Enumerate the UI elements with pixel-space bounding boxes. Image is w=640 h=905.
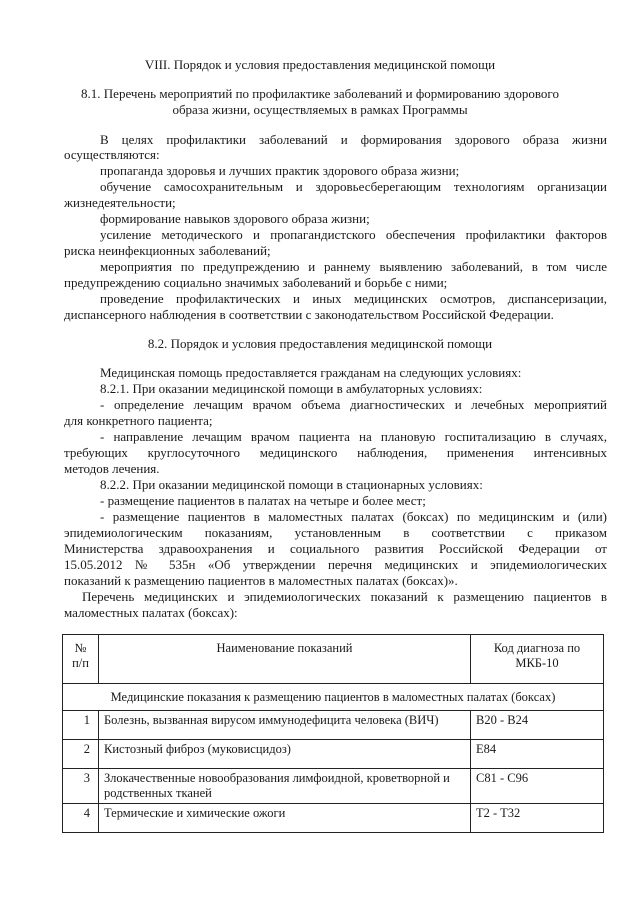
paragraph-line: для конкретного пациента; xyxy=(64,413,213,428)
group-title: Медицинские показания к размещению пациентов в маломестных палатах (боксах) xyxy=(63,684,604,711)
table-row xyxy=(63,804,604,833)
row-name: Злокачественные новообразования лимфоидной, кроветворной и родственных тканей xyxy=(99,769,471,804)
section-title: VIII. Порядок и условия предоставления медицинской помощи xyxy=(144,57,496,72)
indications-table xyxy=(62,634,604,833)
row-name: Болезнь, вызванная вирусом иммунодефицита человека (ВИЧ) xyxy=(99,711,471,740)
list-item: жизнедеятельности; xyxy=(64,195,176,210)
paragraph-line: 8.2.1. При оказании медицинской помощи в амбулаторных условиях: xyxy=(100,381,483,396)
row-code: C81 - C96 xyxy=(471,769,604,804)
subsection-title-8-1: 8.1. Перечень мероприятий по профилактике заболеваний и формированию здорового xyxy=(81,86,559,101)
paragraph-line: - размещение пациентов в палатах на четыре и более мест; xyxy=(100,493,426,508)
paragraph-line: маломестных палатах (боксах): xyxy=(64,605,238,620)
paragraph-line: 15.05.2012 № 535н «Об утверждении перечня медицинских и эпидемиологических xyxy=(64,557,607,572)
table-row xyxy=(63,769,604,804)
row-name: Термические и химические ожоги xyxy=(99,804,471,833)
paragraph-line: В целях профилактики заболеваний и формирования здорового образа жизни xyxy=(100,132,607,147)
list-item: обучение самосохранительным и здоровьесберегающим технологиям организации xyxy=(100,179,607,194)
subsection-title-8-2: 8.2. Порядок и условия предоставления медицинской помощи xyxy=(147,336,493,351)
row-code: T2 - T32 xyxy=(471,804,604,833)
row-num: 3 xyxy=(63,769,99,804)
row-code: E84 xyxy=(471,740,604,769)
paragraph-line: - размещение пациентов в маломестных палатах (боксах) по медицинским и (или) xyxy=(100,509,607,524)
table-header-row xyxy=(63,635,604,684)
paragraph-line: осуществляются: xyxy=(64,147,160,162)
paragraph-line: требующих круглосуточного медицинского наблюдения, применения интенсивных xyxy=(64,445,607,460)
row-code: B20 - B24 xyxy=(471,711,604,740)
paragraph-line: методов лечения. xyxy=(64,461,160,476)
table-group-row xyxy=(63,684,604,711)
row-num: 4 xyxy=(63,804,99,833)
list-item: риска неинфекционных заболеваний; xyxy=(64,243,271,258)
paragraph-line: 8.2.2. При оказании медицинской помощи в стационарных условиях: xyxy=(100,477,483,492)
row-num: 1 xyxy=(63,711,99,740)
header-name: Наименование показаний xyxy=(99,635,471,684)
paragraph-line: эпидемиологическим показаниям, установленным в соответствии с приказом xyxy=(64,525,607,540)
subsection-title-8-1-line2: образа жизни, осуществляемых в рамках Программы xyxy=(172,102,468,117)
table-row xyxy=(63,711,604,740)
header-num: № п/п xyxy=(63,635,99,684)
header-code: Код диагноза по МКБ-10 xyxy=(471,635,604,684)
paragraph-line: Министерства здравоохранения и социального развития Российской Федерации от xyxy=(64,541,607,556)
list-item: пропаганда здоровья и лучших практик здорового образа жизни; xyxy=(100,163,460,178)
paragraph-line: Медицинская помощь предоставляется гражданам на следующих условиях: xyxy=(100,365,522,380)
list-item: диспансерного наблюдения в соответствии с законодательством Российской Федерации. xyxy=(64,307,554,322)
table-row xyxy=(63,740,604,769)
list-item: предупреждению социально значимых заболеваний и борьбе с ними; xyxy=(64,275,448,290)
paragraph-line: Перечень медицинских и эпидемиологических показаний к размещению пациентов в xyxy=(82,589,607,604)
list-item: мероприятия по предупреждению и раннему выявлению заболеваний, в том числе xyxy=(100,259,607,274)
row-num: 2 xyxy=(63,740,99,769)
row-name: Кистозный фиброз (муковисцидоз) xyxy=(99,740,471,769)
paragraph-line: - направление лечащим врачом пациента на плановую госпитализацию в случаях, xyxy=(100,429,607,444)
list-item: проведение профилактических и иных медицинских осмотров, диспансеризации, xyxy=(100,291,607,306)
list-item: формирование навыков здорового образа жизни; xyxy=(100,211,370,226)
paragraph-line: показаний к размещению пациентов в маломестных палатах (боксах)». xyxy=(64,573,458,588)
paragraph-line: - определение лечащим врачом объема диагностических и лечебных мероприятий xyxy=(100,397,607,412)
list-item: усиление методического и пропагандистского обеспечения профилактики факторов xyxy=(100,227,607,242)
